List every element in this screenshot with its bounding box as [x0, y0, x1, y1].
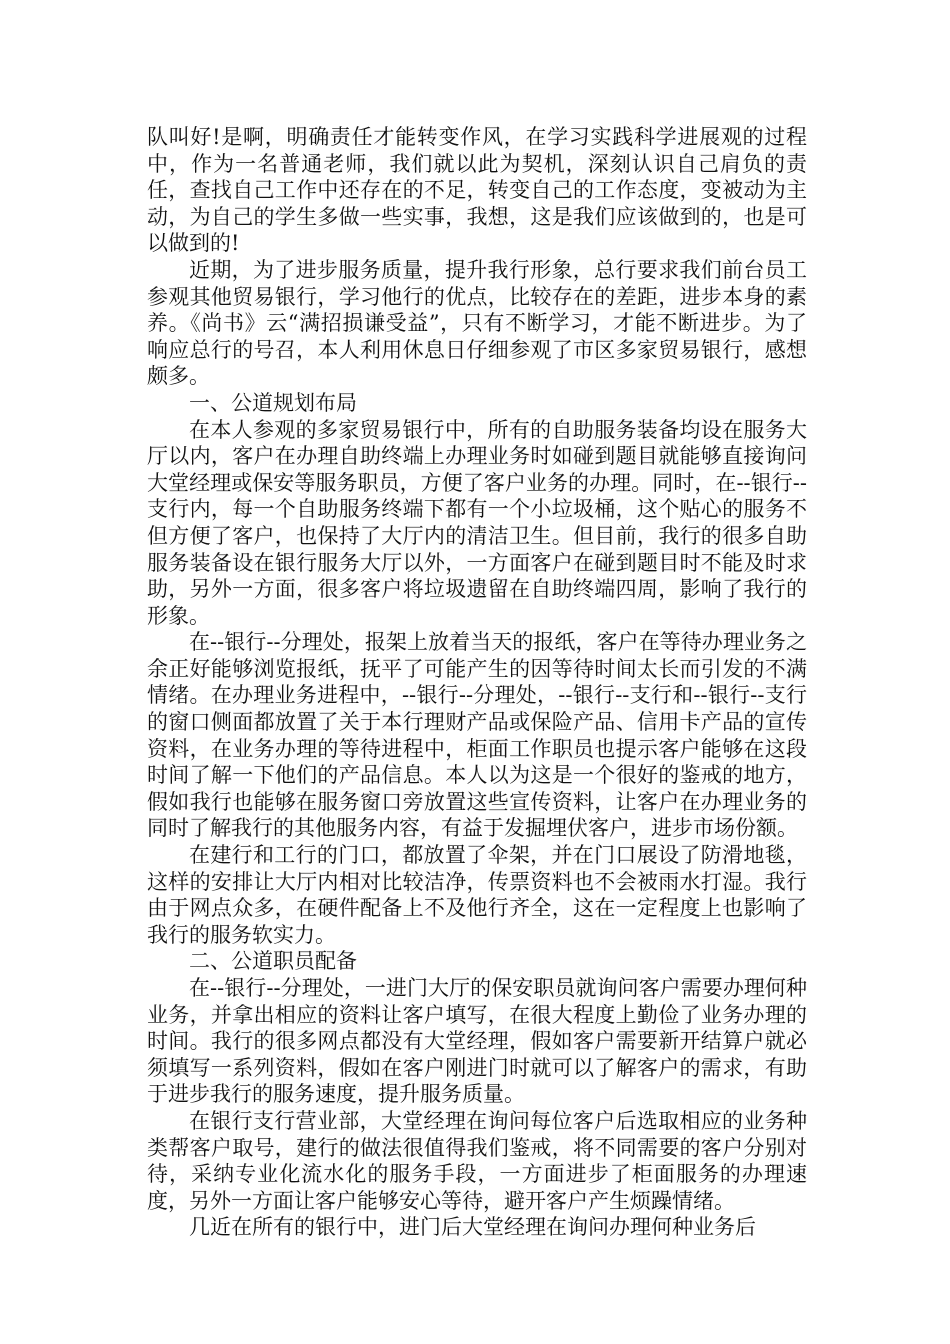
paragraph-self-service: 在本人参观的多家贸易银行中，所有的自助服务装备均设在服务大厅以内，客户在办理自助终端上办理业务时如碰到题目就能够直接询问大堂经理或保安等服务职员，方便了客户业务的办理。同时，在--银行--支行内，每一个自助服务终端下都有一个小垃圾桶，这个贴心的服务不但方便了客户，也保持了大厅内的清洁卫生。但目前，我行的很多自助服务装备设在银行服务大厅以外，一方面客户在碰到题目时不能及时求助，另外一方面，很多客户将垃圾遗留在自助终端四周，影响了我行的形象。	[147, 417, 807, 628]
paragraph-newspaper: 在--银行--分理处，报架上放着当天的报纸，客户在等待办理业务之余正好能够浏览报纸，抚平了可能产生的因等待时间太长而引发的不满情绪。在办理业务进程中，--银行--分理处，--银行--支行和--银行--支行的窗口侧面都放置了关于本行理财产品或保险产品、信用卡产品的宣传资料，在业务办理的等待进程中，柜面工作职员也提示客户能够在这段时间了解一下他们的产品信息。本人以为这是一个很好的鉴戒的地方，假如我行也能够在服务窗口旁放置这些宣传资料，让客户在办理业务的同时了解我行的其他服务内容，有益于发掘埋伏客户，进步市场份额。	[147, 630, 807, 841]
paragraph-security-staff: 在--银行--分理处，一进门大厅的保安职员就询问客户需要办理何种业务，并拿出相应的资料让客户填写，在很大程度上勤俭了业务办理的时间。我行的很多网点都没有大堂经理，假如客户需要新开结算户就必须填写一系列资料，假如在客户刚进门时就可以了解客户的需求，有助于进步我行的服务速度，提升服务质量。	[147, 976, 807, 1107]
paragraph-lobby-manager: 在银行支行营业部，大堂经理在询问每位客户后选取相应的业务种类帮客户取号，建行的做法很值得我们鉴戒，将不同需要的客户分别对待，采纳专业化流水化的服务手段，一方面进步了柜面服务的办理速度，另外一方面让客户能够安心等待，避开客户产生烦躁情绪。	[147, 1108, 807, 1213]
section-heading-staffing: 二、公道职员配备	[189, 949, 357, 974]
paragraph-intro: 近期，为了进步服务质量，提升我行形象，总行要求我们前台员工参观其他贸易银行，学习他行的优点，比较存在的差距，进步本身的素养。《尚书》云“满招损谦受益”，只有不断学习，才能不断进步。为了响应总行的号召，本人利用休息日仔细参观了市区多家贸易银行，感想颇多。	[147, 257, 807, 389]
paragraph-trailing: 几近在所有的银行中，进门后大堂经理在询问办理何种业务后	[189, 1215, 756, 1240]
paragraph-continuation: 队叫好!是啊，明确责任才能转变作风，在学习实践科学进展观的过程中，作为一名普通老师，我们就以此为契机，深刻认识自己肩负的责任，查找自己工作中还存在的不足，转变自己的工作态度，变被动为主动，为自己的学生多做一些实事，我想，这是我们应该做到的，也是可以做到的!	[147, 125, 807, 256]
paragraph-umbrella: 在建行和工行的门口，都放置了伞架，并在门口展设了防滑地毯，这样的安排让大厅内相对比较洁净，传票资料也不会被雨水打湿。我行由于网点众多，在硬件配备上不及他行齐全，这在一定程度上也影响了我行的服务软实力。	[147, 843, 807, 947]
section-heading-layout: 一、公道规划布局	[189, 390, 357, 415]
document-body	[147, 124, 807, 1241]
